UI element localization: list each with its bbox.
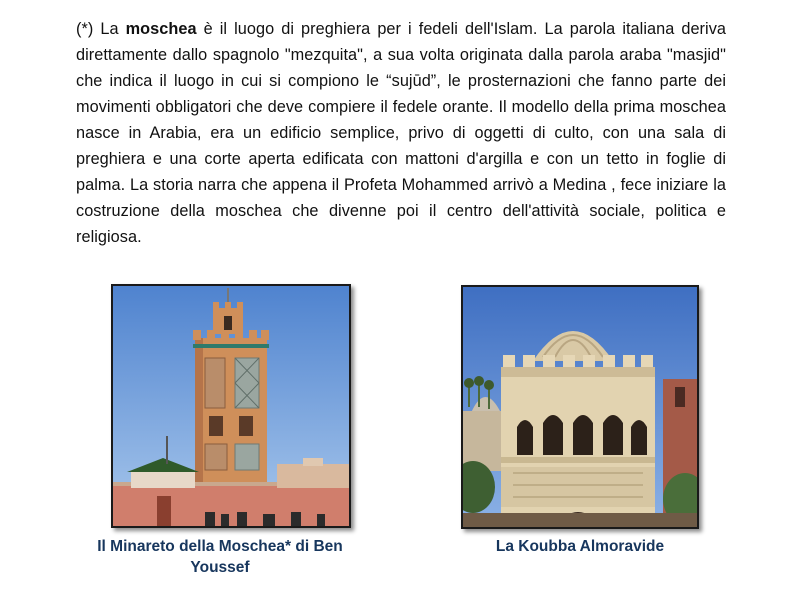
- minaret-image: [113, 286, 349, 526]
- koubba-image: [463, 287, 697, 527]
- koubba-caption: La Koubba Almoravide: [495, 538, 665, 555]
- bold-word-moschea: moschea: [125, 20, 197, 38]
- intro-paragraph: [76, 16, 726, 250]
- paragraph-prefix: (*) La: [76, 20, 126, 38]
- koubba-photo: [461, 285, 699, 529]
- text-block: [76, 16, 726, 250]
- minaret-photo: [111, 284, 351, 528]
- paragraph-body: è il luogo di preghiera per i fedeli dell'Islam. La parola italiana deriva direttamente dallo spagnolo "mezquita", a sua volta originata dalla parola araba "masjid" che indica il luogo in cui si compiono le “sujūd”, le prosternazioni che fanno parte dei movimenti obbligatori che deve compiere il fedele orante. Il modello della prima moschea nasce in Arabia, era un edificio semplice, privo di oggetti di culto, con una sala di preghiera e una corte aperta edificata con mattoni d'argilla e con un tetto in foglie di palma. La storia narra che appena il Profeta Mohammed arrivò a Medina , fece iniziare la costruzione della moschea che divenne poi il centro dell'attività sociale, politica e religiosa.: [76, 20, 726, 246]
- minaret-caption: Il Minareto della Moschea* di Ben Youssef: [97, 538, 343, 576]
